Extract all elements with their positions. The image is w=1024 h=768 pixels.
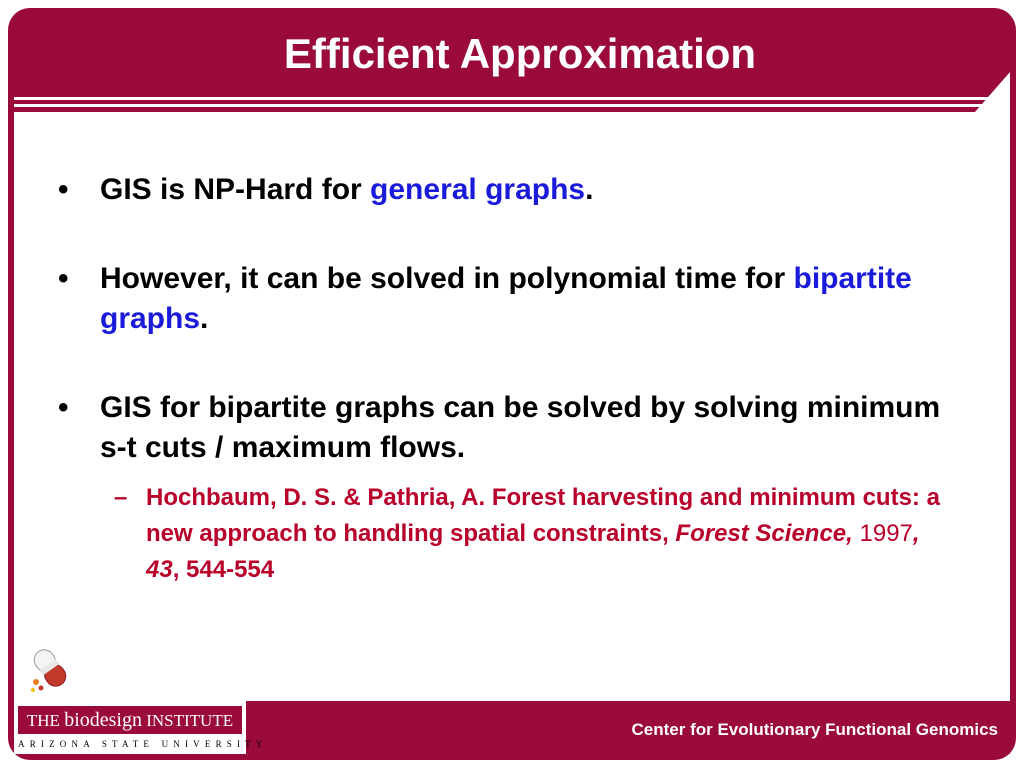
sub-bullet-dash: – (114, 484, 128, 511)
reference-authors-title: Hochbaum, D. S. & Pathria, A. Forest harvesting and minimum cuts: a new approach to handling spatial constraints, (146, 484, 940, 547)
highlight-text: general graphs (370, 173, 586, 206)
bullet-item-np-hard (58, 170, 958, 210)
reference-year: 1997 (852, 520, 913, 547)
reference-volume: , 43 (146, 520, 920, 583)
bullet-text: However, it can be solved in polynomial time for (100, 262, 794, 295)
logo-the: THE (26, 711, 65, 730)
reference-journal: Forest Science, (675, 520, 853, 547)
logo-biodesign: biodesign (64, 709, 142, 731)
logo-institute: INSTITUTE (141, 711, 234, 730)
bullet-punct: . (585, 173, 594, 206)
biodesign-logo (18, 706, 242, 734)
bullet-symbol: • (58, 262, 69, 295)
bullet-item-polynomial (58, 259, 958, 339)
bullet-symbol: • (58, 173, 69, 206)
footer-center-name: Center for Evolutionary Functional Genomics (631, 720, 998, 739)
bullet-list (58, 170, 958, 588)
slide-title: Efficient Approximation (283, 30, 757, 77)
title-rule-bottom (14, 104, 994, 107)
highlight-text: bipartite graphs (100, 262, 912, 335)
title-rule-top (14, 97, 994, 100)
bullet-punct: . (200, 302, 209, 335)
bullet-text: GIS for bipartite graphs can be solved by solving minimum s-t cuts / maximum flows. (100, 391, 941, 464)
bullet-text: GIS is NP-Hard for (100, 173, 371, 206)
pill-capsule-icon (26, 642, 74, 694)
bullet-symbol: • (58, 391, 69, 424)
reference-pages: , 544-554 (172, 556, 275, 583)
bullet-item-min-cuts (58, 388, 958, 588)
reference-citation (100, 480, 958, 588)
logo-university: ARIZONA STATE UNIVERSITY (18, 739, 268, 749)
